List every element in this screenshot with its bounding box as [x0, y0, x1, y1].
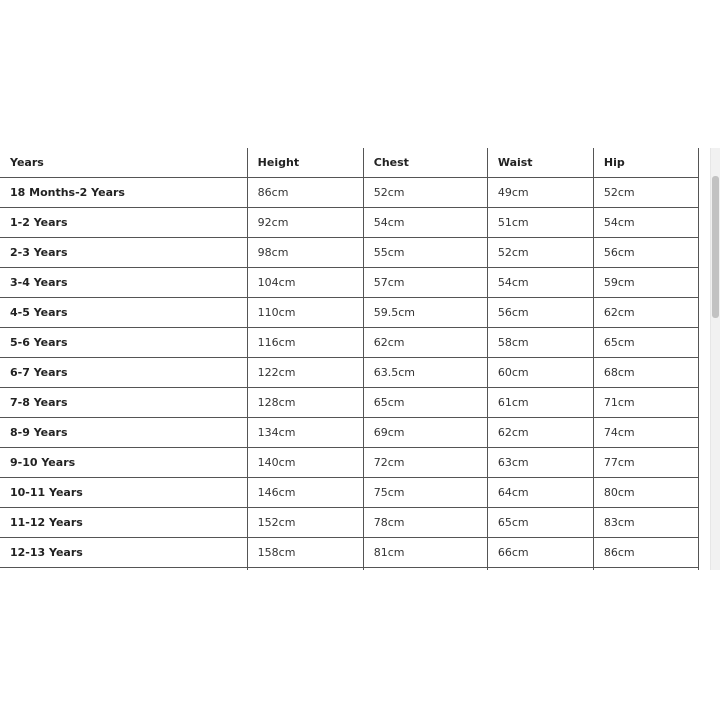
cell-chest: 63.5cm	[363, 358, 487, 388]
cell-hip: 80cm	[593, 478, 698, 508]
cell-chest: 59.5cm	[363, 298, 487, 328]
cell-height: 116cm	[247, 328, 363, 358]
table-body	[0, 178, 699, 571]
column-header-height: Height	[247, 148, 363, 178]
cell-hip	[593, 568, 698, 571]
cell-chest: 62cm	[363, 328, 487, 358]
cell-chest: 72cm	[363, 448, 487, 478]
table-row	[0, 418, 699, 448]
cell-hip: 74cm	[593, 418, 698, 448]
table-row	[0, 508, 699, 538]
cell-hip: 86cm	[593, 538, 698, 568]
cell-height: 134cm	[247, 418, 363, 448]
cell-height: 122cm	[247, 358, 363, 388]
cell-waist: 58cm	[487, 328, 593, 358]
cell-height: 146cm	[247, 478, 363, 508]
cell-years: 2-3 Years	[0, 238, 247, 268]
cell-chest: 75cm	[363, 478, 487, 508]
scrollbar-thumb[interactable]	[712, 176, 719, 318]
cell-waist: 66cm	[487, 538, 593, 568]
cell-waist: 56cm	[487, 298, 593, 328]
header-row	[0, 148, 699, 178]
table-header	[0, 148, 699, 178]
cell-years: 1-2 Years	[0, 208, 247, 238]
cell-hip: 62cm	[593, 298, 698, 328]
cell-years: 12-13 Years	[0, 538, 247, 568]
cell-hip: 77cm	[593, 448, 698, 478]
cell-hip: 68cm	[593, 358, 698, 388]
table-row	[0, 208, 699, 238]
cell-hip: 83cm	[593, 508, 698, 538]
cell-hip: 52cm	[593, 178, 698, 208]
cell-height	[247, 568, 363, 571]
cell-height: 110cm	[247, 298, 363, 328]
cell-chest: 69cm	[363, 418, 487, 448]
cell-hip: 65cm	[593, 328, 698, 358]
cell-chest: 57cm	[363, 268, 487, 298]
cell-waist: 61cm	[487, 388, 593, 418]
cell-height: 128cm	[247, 388, 363, 418]
column-header-years: Years	[0, 148, 247, 178]
cell-years: 10-11 Years	[0, 478, 247, 508]
cell-waist: 54cm	[487, 268, 593, 298]
cell-waist: 51cm	[487, 208, 593, 238]
cell-hip: 71cm	[593, 388, 698, 418]
table-row	[0, 328, 699, 358]
cell-waist: 49cm	[487, 178, 593, 208]
size-chart-viewport	[0, 148, 710, 570]
table-row	[0, 388, 699, 418]
table-row	[0, 298, 699, 328]
column-header-waist: Waist	[487, 148, 593, 178]
cell-years: 3-4 Years	[0, 268, 247, 298]
cell-chest: 65cm	[363, 388, 487, 418]
cell-height: 152cm	[247, 508, 363, 538]
cell-years: 18 Months-2 Years	[0, 178, 247, 208]
cell-years: 4-5 Years	[0, 298, 247, 328]
cell-height: 92cm	[247, 208, 363, 238]
cell-chest: 81cm	[363, 538, 487, 568]
cell-waist: 64cm	[487, 478, 593, 508]
cell-chest: 52cm	[363, 178, 487, 208]
column-header-hip: Hip	[593, 148, 698, 178]
cell-waist: 62cm	[487, 418, 593, 448]
cell-height: 158cm	[247, 538, 363, 568]
cell-chest: 78cm	[363, 508, 487, 538]
vertical-scrollbar[interactable]	[710, 148, 720, 570]
cell-years: 11-12 Years	[0, 508, 247, 538]
column-header-chest: Chest	[363, 148, 487, 178]
table-row	[0, 538, 699, 568]
cell-years: 9-10 Years	[0, 448, 247, 478]
cell-chest: 55cm	[363, 238, 487, 268]
cell-years: 8-9 Years	[0, 418, 247, 448]
table-row	[0, 358, 699, 388]
table-row	[0, 568, 699, 571]
cell-hip: 54cm	[593, 208, 698, 238]
cell-years: 6-7 Years	[0, 358, 247, 388]
cell-chest: 54cm	[363, 208, 487, 238]
table-row	[0, 238, 699, 268]
cell-hip: 56cm	[593, 238, 698, 268]
cell-waist	[487, 568, 593, 571]
cell-years	[0, 568, 247, 571]
table-row	[0, 478, 699, 508]
table-row	[0, 448, 699, 478]
cell-waist: 52cm	[487, 238, 593, 268]
cell-chest	[363, 568, 487, 571]
cell-waist: 63cm	[487, 448, 593, 478]
cell-waist: 65cm	[487, 508, 593, 538]
cell-years: 7-8 Years	[0, 388, 247, 418]
cell-hip: 59cm	[593, 268, 698, 298]
table-row	[0, 178, 699, 208]
cell-years: 5-6 Years	[0, 328, 247, 358]
cell-waist: 60cm	[487, 358, 593, 388]
cell-height: 104cm	[247, 268, 363, 298]
cell-height: 86cm	[247, 178, 363, 208]
table-row	[0, 268, 699, 298]
cell-height: 98cm	[247, 238, 363, 268]
size-chart-table	[0, 148, 699, 570]
cell-height: 140cm	[247, 448, 363, 478]
